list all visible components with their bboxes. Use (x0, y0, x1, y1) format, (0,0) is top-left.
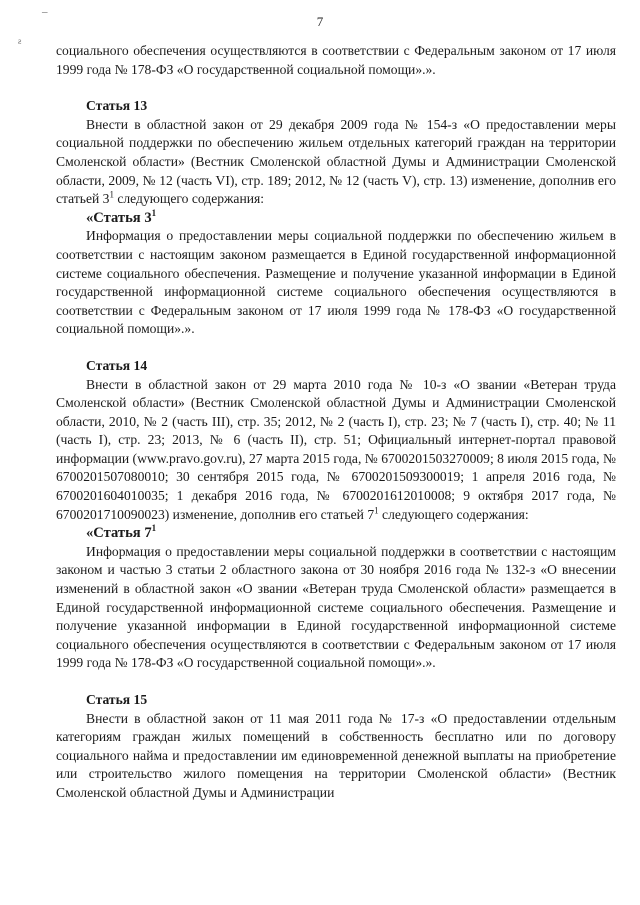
article-intro: Внести в областной закон от 29 декабря 2009 года № 154-з «О предоставлении меры социальной поддержки по обеспечению жильем отдельных категорий граждан на территории Смоленской области» (Вестник Смоленской областной Думы и Администрации Смоленской области, 2009, № 12 (часть VI), стр. 189; 2012, № 12 (часть V), стр. 13) изменение, дополнив его статьей $3^1$ следующего содержания: (56, 116, 616, 207)
quoted-article-heading: «Статья $3^1$ (86, 207, 157, 226)
article-13 (56, 97, 616, 339)
article-15 (56, 691, 616, 803)
quoted-article-body: Информация о предоставлении меры социальной поддержки в соответствии с настоящим законом и частью 3 статьи 2 областного закона от 30 ноября 2016 года № 132-з «О внесении изменений в областной закон «О звании «Ветеран труда Смоленской области» размещается в Единой государственной информационной системе социального обеспечения. Размещение и получение указанной информации в Единой государственной информационной системе социального обеспечения осуществляются в соответствии с Федеральным законом от 17 июля 1999 года № 178-ФЗ «О государственной социальной помощи».». (56, 543, 616, 671)
article-14 (56, 357, 616, 673)
article-heading: Статья 15 (86, 692, 148, 707)
margin-mark: ƨ (18, 36, 22, 46)
article-heading: Статья 14 (86, 357, 148, 373)
corner-mark: – (42, 6, 48, 18)
page-number: 7 (316, 14, 324, 29)
continuation-paragraph: социального обеспечения осуществляются в соответствии с Федеральным законом от 17 июля 1999 года № 178-ФЗ «О государственной социальной помощи».». (56, 43, 616, 77)
article-intro: Внести в областной закон от 29 марта 2010 года № 10-з «О звании «Ветеран труда Смоленской области» (Вестник Смоленской областной Думы и Администрации Смоленской области, 2010, № 2 (часть III), стр. 35; 2012, № 2 (часть I), стр. 23; № 7 (часть I), стр. 40; № 11 (часть I), стр. 23; 2013, № 6 (часть II), стр. 51; Официальный интернет-портал правовой информации (www.pravo.gov.ru), 27 марта 2015 года, № 6700201503270009; 8 июля 2015 года, № 6700201507080010; 30 сентября 2015 года, № 6700201509300019; 1 апреля 2016 года, № 6700201604010035; 1 декабря 2016 года, № 6700201612010008; 9 октября 2017 года, № 6700201710090023) изменение, дополнив его статьей $7^1$ следующего содержания: (56, 376, 616, 522)
quoted-article-body: Информация о предоставлении меры социальной поддержки по обеспечению жильем в соответствии с настоящим законом размещается в Единой государственной информационной системе социального обеспечения. Размещение и получение указанной информации в Единой государственной информационной системе социального обеспечения осуществляются в соответствии с Федеральным законом от 17 июля 1999 года № 178-ФЗ «О государственной социальной помощи».». (56, 228, 616, 337)
document-body (56, 42, 616, 803)
article-heading: Статья 13 (86, 98, 148, 114)
article-intro: Внести в областной закон от 11 мая 2011 года № 17-з «О предоставлении отдельным категориям граждан жилых помещений в собственность бесплатно или по договору социального найма и предоставлении им единовременной денежной выплаты на приобретение или строительство жилого помещения на территории Смоленской области» (Вестник Смоленской областной Думы и Администрации (56, 710, 616, 800)
quoted-article-heading: «Статья $7^1$ (86, 523, 157, 542)
